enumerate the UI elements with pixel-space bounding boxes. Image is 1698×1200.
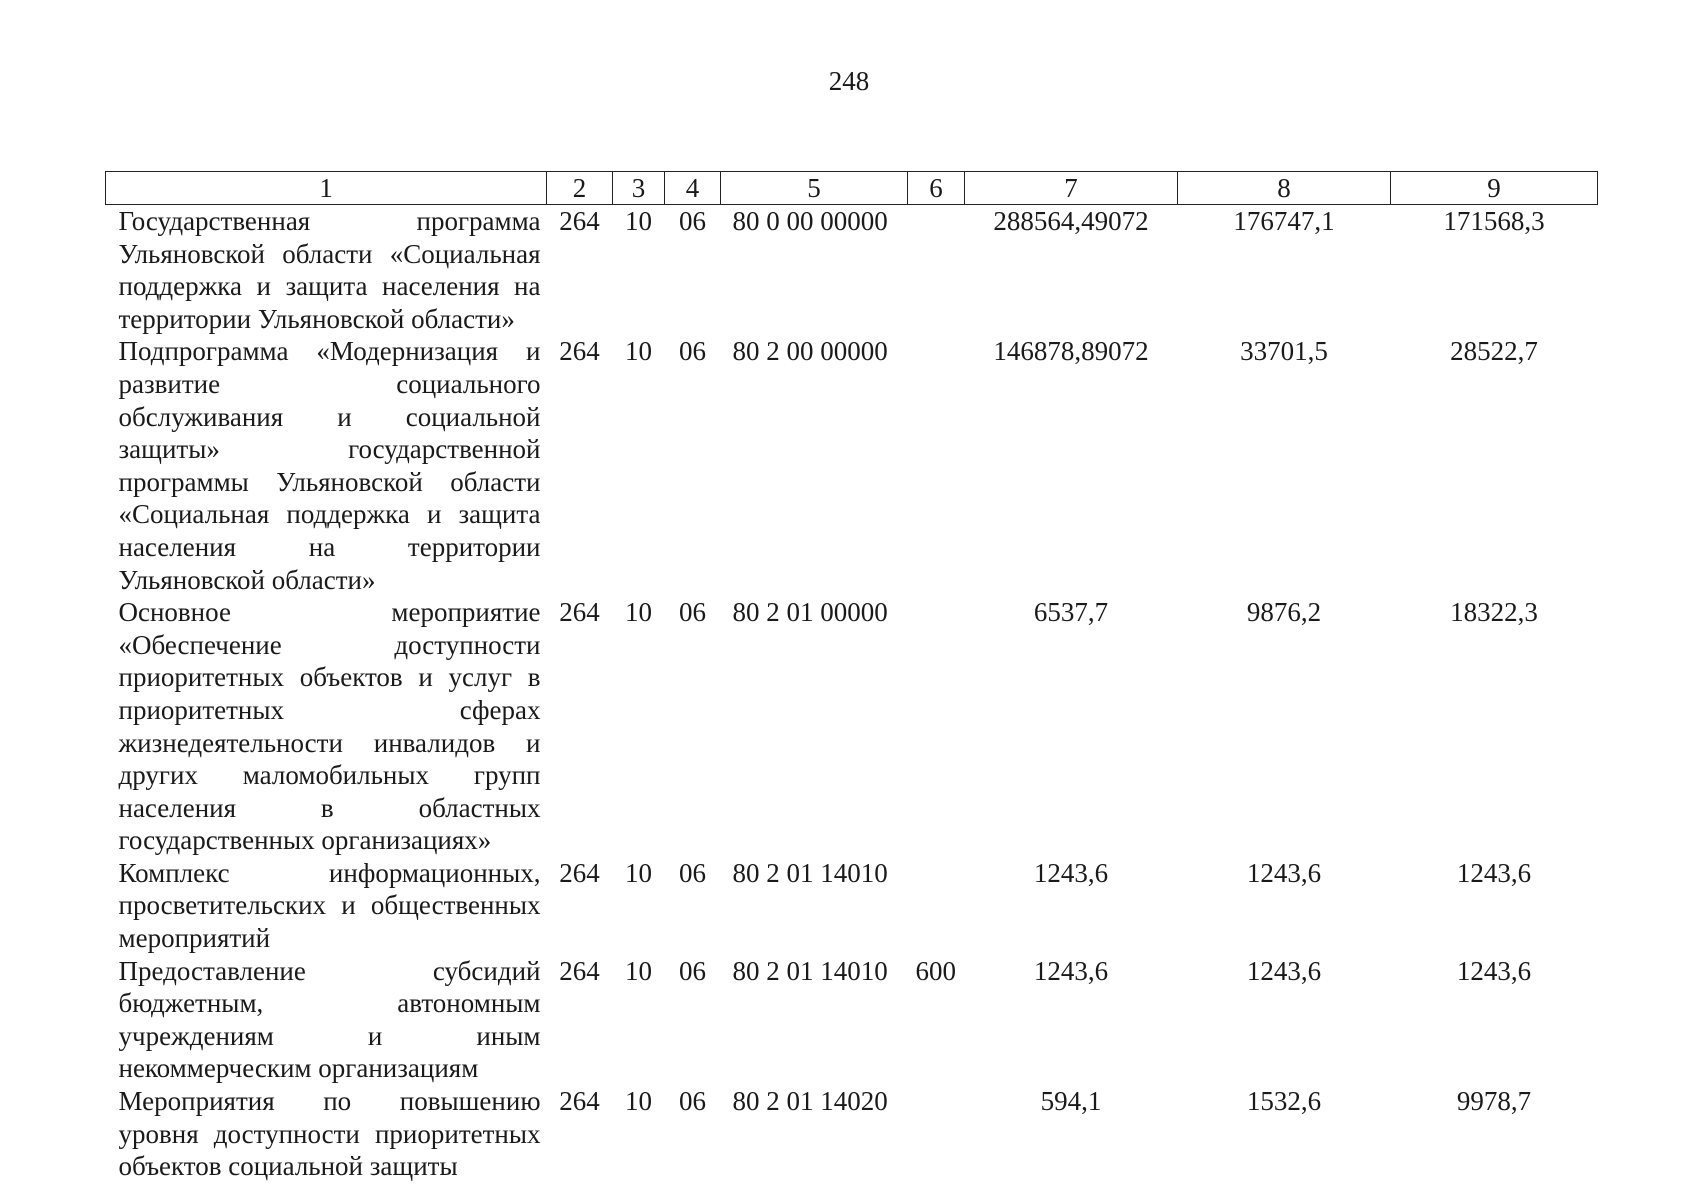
table-row: [106, 955, 1598, 1085]
cell-amount-col7: 594,1: [1040, 1086, 1102, 1117]
column-header: 2: [547, 172, 613, 205]
cell-target-article: 80 2 00 00000: [732, 336, 888, 367]
cell-amount-col9: 1243,6: [1456, 857, 1532, 888]
cell-target-article: 80 2 01 14020: [732, 1086, 888, 1117]
budget-table: [105, 171, 1598, 1183]
cell-ministry-code: 264: [559, 336, 600, 367]
cell-section: 10: [625, 336, 652, 367]
cell-ministry-code: 264: [559, 206, 600, 236]
cell-amount-col9: 171568,3: [1443, 206, 1545, 236]
cell-ministry-code: 264: [559, 1086, 600, 1117]
row-name-text: Основное мероприятие «Обеспечение доступности приоритетных объектов и услуг в приоритетных сферах жизнедеятельности инвалидов и других маломобильных групп населения в областных государственных организациях»: [118, 597, 541, 856]
cell-ministry-code: 264: [559, 857, 600, 888]
cell-expense-type: [908, 596, 965, 857]
column-header: 7: [965, 172, 1178, 205]
cell-amount-col9: 18322,3: [1450, 597, 1538, 628]
cell-amount-col8: 1243,6: [1246, 857, 1322, 888]
column-header: 4: [665, 172, 721, 205]
cell-subsection: 06: [679, 336, 706, 367]
column-header: 5: [721, 172, 908, 205]
cell-ministry-code: 264: [559, 955, 600, 986]
cell-amount-col8: 9876,2: [1246, 597, 1322, 628]
cell-ministry-code: 264: [559, 597, 600, 628]
row-name: [106, 596, 547, 857]
table-row: [106, 205, 1598, 336]
cell-amount-col8: 176747,1: [1233, 206, 1335, 236]
table-row: [106, 335, 1598, 596]
cell-subsection: 06: [679, 955, 706, 986]
column-header: 9: [1391, 172, 1598, 205]
table-row: [106, 1085, 1598, 1183]
column-header: 1: [106, 172, 547, 205]
cell-amount-col9: 28522,7: [1450, 336, 1538, 367]
row-name-text: Предоставление субсидий бюджетным, автономным учреждениям и иным некоммерческим организациям: [118, 955, 541, 1084]
cell-subsection: 06: [679, 857, 706, 888]
cell-amount-col8: 1532,6: [1246, 1086, 1322, 1117]
cell-target-article: 80 0 00 00000: [732, 206, 888, 236]
column-number-header-row: [106, 172, 1598, 205]
cell-expense-type: 600: [915, 955, 956, 986]
cell-amount-col7: 1243,6: [1033, 955, 1109, 986]
row-name: [106, 955, 547, 1085]
cell-section: 10: [625, 1086, 652, 1117]
column-header: 8: [1178, 172, 1391, 205]
cell-amount-col7: 1243,6: [1033, 857, 1109, 888]
cell-amount-col9: 9978,7: [1456, 1086, 1532, 1117]
cell-section: 10: [625, 206, 652, 236]
row-name-text: Мероприятия по повышению уровня доступности приоритетных объектов социальной защиты: [118, 1086, 541, 1182]
cell-expense-type: [908, 1085, 965, 1183]
row-name-text: Государственная программа Ульяновской области «Социальная поддержка и защита населения на территории Ульяновской области»: [118, 206, 541, 334]
row-name: [106, 857, 547, 955]
table-row: [106, 857, 1598, 955]
table-row: [106, 596, 1598, 857]
cell-amount-col7: 288564,49072: [993, 206, 1149, 236]
row-name-text: Комплекс информационных, просветительских и общественных мероприятий: [118, 857, 541, 954]
cell-target-article: 80 2 01 14010: [732, 955, 888, 986]
cell-subsection: 06: [679, 206, 706, 236]
cell-amount-col7: 6537,7: [1033, 597, 1109, 628]
cell-expense-type: [908, 205, 965, 336]
cell-expense-type: [908, 335, 965, 596]
row-name-text: Подпрограмма «Модернизация и развитие социального обслуживания и социальной защиты» государственной программы Ульяновской области «Социальная поддержка и защита населения на территории Ульяновской области»: [118, 336, 541, 595]
cell-expense-type: [908, 857, 965, 955]
cell-subsection: 06: [679, 1086, 706, 1117]
column-header: 3: [613, 172, 665, 205]
row-name: [106, 1085, 547, 1183]
cell-section: 10: [625, 955, 652, 986]
cell-amount-col9: 1243,6: [1456, 955, 1532, 986]
cell-amount-col7: 146878,89072: [993, 336, 1149, 367]
cell-section: 10: [625, 857, 652, 888]
row-name: [106, 205, 547, 336]
column-header: 6: [908, 172, 965, 205]
cell-amount-col8: 33701,5: [1240, 336, 1328, 367]
cell-target-article: 80 2 01 14010: [732, 857, 888, 888]
cell-amount-col8: 1243,6: [1246, 955, 1322, 986]
page-number: 248: [828, 66, 870, 96]
cell-section: 10: [625, 597, 652, 628]
row-name: [106, 335, 547, 596]
cell-subsection: 06: [679, 597, 706, 628]
cell-target-article: 80 2 01 00000: [732, 597, 888, 628]
